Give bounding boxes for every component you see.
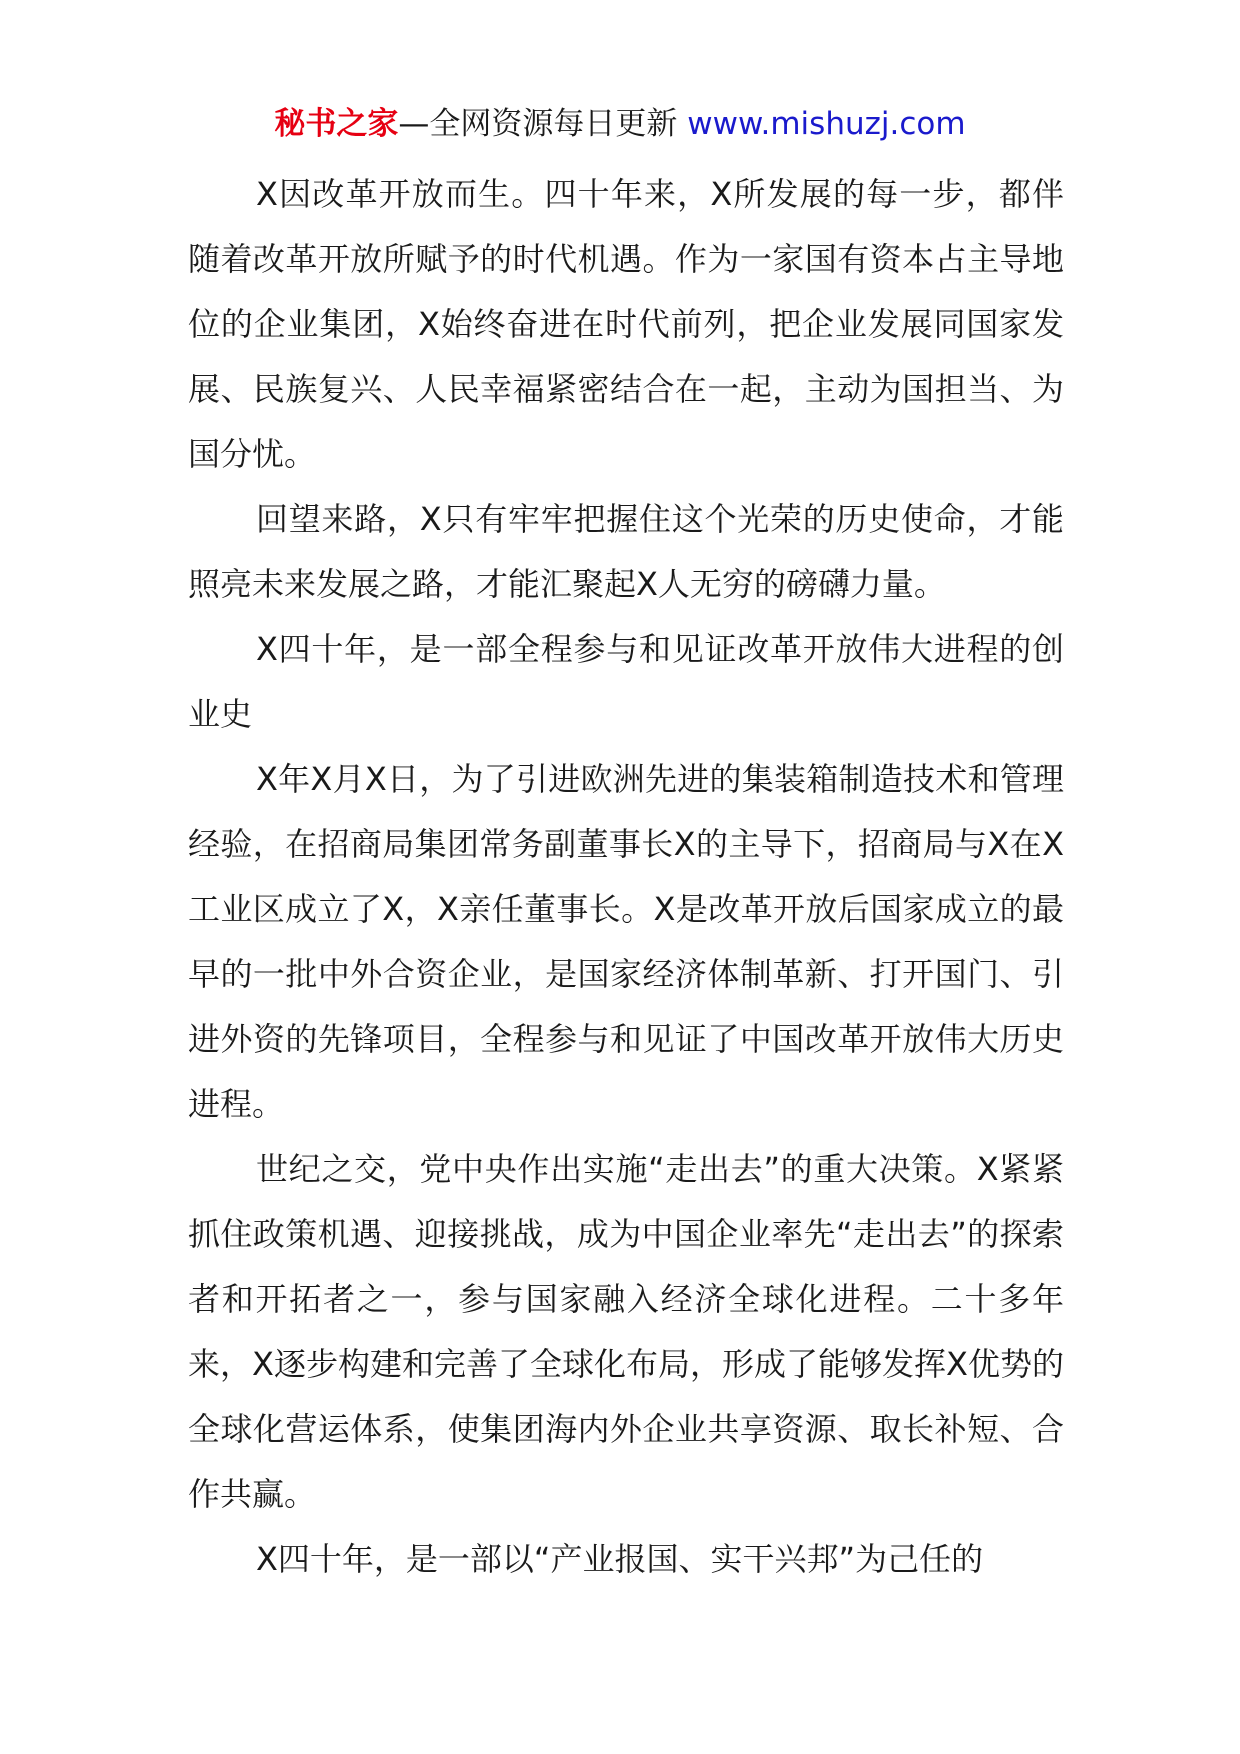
site-url-link[interactable]: www.mishuzj.com [687, 106, 966, 142]
site-header [0, 100, 1240, 148]
document-body [188, 162, 1064, 1592]
paragraph: 世纪之交，党中央作出实施“走出去”的重大决策。X紧紧抓住政策机遇、迎接挑战，成为中国企业率先“走出去”的探索者和开拓者之一，参与国家融入经济全球化进程。二十多年来，X逐步构建和完善了全球化布局，形成了能够发挥X优势的全球化营运体系，使集团海内外企业共享资源、取长补短、合作共赢。 [188, 1150, 1064, 1513]
site-brand: 秘书之家 [274, 106, 399, 142]
section-heading-paragraph: X四十年，是一部全程参与和见证改革开放伟大进程的创业史 [188, 630, 1064, 733]
paragraph: X年X月X日，为了引进欧洲先进的集装箱制造技术和管理经验，在招商局集团常务副董事长X的主导下，招商局与X在X工业区成立了X，X亲任董事长。X是改革开放后国家成立的最早的一批中外合资企业，是国家经济体制革新、打开国门、引进外资的先锋项目，全程参与和见证了中国改革开放伟大历史进程。 [188, 760, 1064, 1123]
section-heading-paragraph: X四十年，是一部以“产业报国、实干兴邦”为己任的 [256, 1540, 984, 1578]
paragraph: 回望来路，X只有牢牢把握住这个光荣的历史使命，才能照亮未来发展之路，才能汇聚起X人无穷的磅礴力量。 [188, 500, 1064, 603]
paragraph: X因改革开放而生。四十年来，X所发展的每一步，都伴随着改革开放所赋予的时代机遇。作为一家国有资本占主导地位的企业集团，X始终奋进在时代前列，把企业发展同国家发展、民族复兴、人民幸福紧密结合在一起，主动为国担当、为国分忧。 [188, 175, 1064, 473]
site-tagline: —全网资源每日更新 [398, 106, 688, 142]
